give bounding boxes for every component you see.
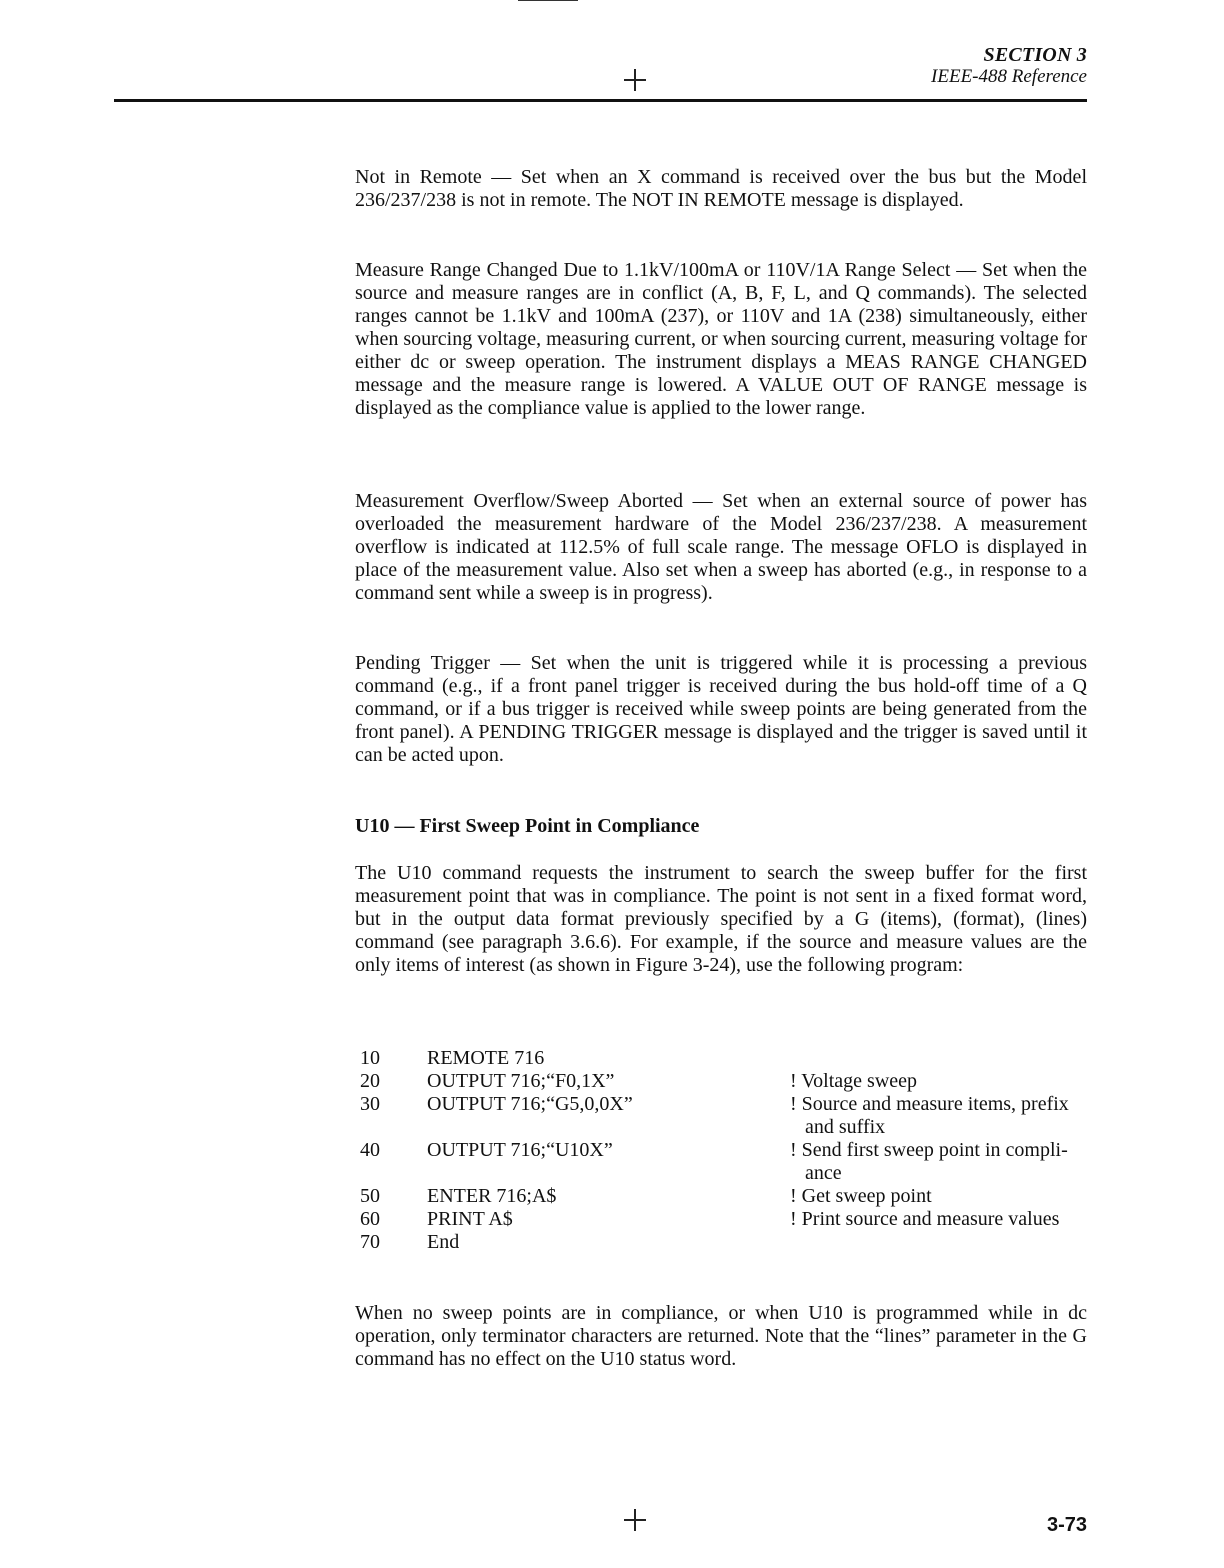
- program-line: [360, 1231, 1087, 1254]
- registration-mark-bottom: [624, 1509, 646, 1531]
- paragraph-closing: When no sweep points are in compliance, or when U10 is programmed while in dc operation, only terminator characters are returned. Note that the “lines” parameter in the G command has no effect on the U10 status word.: [355, 1302, 1087, 1370]
- comment-continuation: and suffix: [805, 1116, 886, 1138]
- header-rule: [114, 99, 1087, 102]
- comment-text: ! Voltage sweep: [790, 1070, 918, 1092]
- line-number: 10: [360, 1047, 380, 1069]
- line-number: 60: [360, 1208, 380, 1230]
- comment-text: ! Print source and measure values: [790, 1208, 1060, 1230]
- line-statement: OUTPUT 716;“F0,1X”: [427, 1070, 615, 1092]
- page-number: 3-73: [1046, 1514, 1087, 1536]
- paragraph-measure-range-changed: Measure Range Changed Due to 1.1kV/100mA or 110V/1A Range Select — Set when the source and measure ranges are in conflict (A, B, F, L, and Q commands). The selected ranges cannot be 1.1kV and 100mA (237), or 110V and 1A (238) simultaneously, either when sourcing voltage, measuring current, or when sourcing current, measuring voltage for either dc or sweep operation. The instrument displays a MEAS RANGE CHANGED message and the measure range is lowered. A VALUE OUT OF RANGE message is displayed as the compliance value is applied to the lower range.: [355, 259, 1087, 419]
- program-line: [360, 1070, 1087, 1093]
- paragraph-measurement-overflow: Measurement Overflow/Sweep Aborted — Set when an external source of power has overloaded the measurement hardware of the Model 236/237/238. A measurement overflow is indicated at 112.5% of full scale range. The message OFLO is displayed in place of the measurement value. Also set when a sweep has aborted (e.g., in response to a command sent while a sweep is in progress).: [355, 490, 1087, 604]
- program-line: [360, 1208, 1087, 1231]
- line-number: 20: [360, 1070, 380, 1092]
- program-line: [360, 1139, 1087, 1185]
- line-comment: [790, 1185, 1087, 1208]
- u10-heading: U10 — First Sweep Point in Compliance: [355, 815, 700, 837]
- line-number: 30: [360, 1093, 380, 1115]
- line-statement: OUTPUT 716;“G5,0,0X”: [427, 1093, 633, 1115]
- line-comment: [790, 1047, 1087, 1070]
- line-comment: [790, 1231, 1087, 1254]
- comment-text: ! Source and measure items, prefix: [790, 1093, 1069, 1115]
- comment-continuation: ance: [805, 1162, 842, 1184]
- line-statement: REMOTE 716: [427, 1047, 545, 1069]
- comment-text: ! Send first sweep point in compli-: [790, 1139, 1068, 1161]
- program-line: [360, 1093, 1087, 1139]
- line-statement: End: [427, 1231, 460, 1253]
- line-comment: [790, 1093, 1087, 1139]
- line-comment: [790, 1208, 1087, 1231]
- program-line: [360, 1047, 1087, 1070]
- line-statement: PRINT A$: [427, 1208, 513, 1230]
- line-comment: [790, 1139, 1087, 1185]
- page-header: [0, 0, 1224, 110]
- section-subtitle: IEEE-488 Reference: [931, 66, 1087, 87]
- program-listing: [360, 1047, 1087, 1254]
- line-comment: [790, 1070, 1087, 1093]
- program-line: [360, 1185, 1087, 1208]
- paragraph-u10-intro: The U10 command requests the instrument to search the sweep buffer for the first measurement point that was in compliance. The point is not sent in a fixed format word, but in the output data format previously specified by a G (items), (format), (lines) command (see paragraph 3.6.6). For example, if the source and measure values are the only items of interest (as shown in Figure 3-24), use the following program:: [355, 862, 1087, 976]
- line-number: 70: [360, 1231, 380, 1253]
- section-title: SECTION 3: [983, 44, 1087, 66]
- paragraph-pending-trigger: Pending Trigger — Set when the unit is triggered while it is processing a previous command (e.g., if a front panel trigger is received during the bus hold-off time of a Q command, or if a bus trigger is received while sweep points are being generated from the front panel). A PENDING TRIGGER message is displayed and the trigger is saved until it can be acted upon.: [355, 652, 1087, 766]
- comment-text: ! Get sweep point: [790, 1185, 932, 1207]
- registration-mark-top: [624, 69, 646, 91]
- line-statement: ENTER 716;A$: [427, 1185, 557, 1207]
- line-number: 40: [360, 1139, 380, 1161]
- line-number: 50: [360, 1185, 380, 1207]
- line-statement: OUTPUT 716;“U10X”: [427, 1139, 613, 1161]
- paragraph-not-in-remote: Not in Remote — Set when an X command is received over the bus but the Model 236/237/238 is not in remote. The NOT IN REMOTE message is displayed.: [355, 166, 1087, 211]
